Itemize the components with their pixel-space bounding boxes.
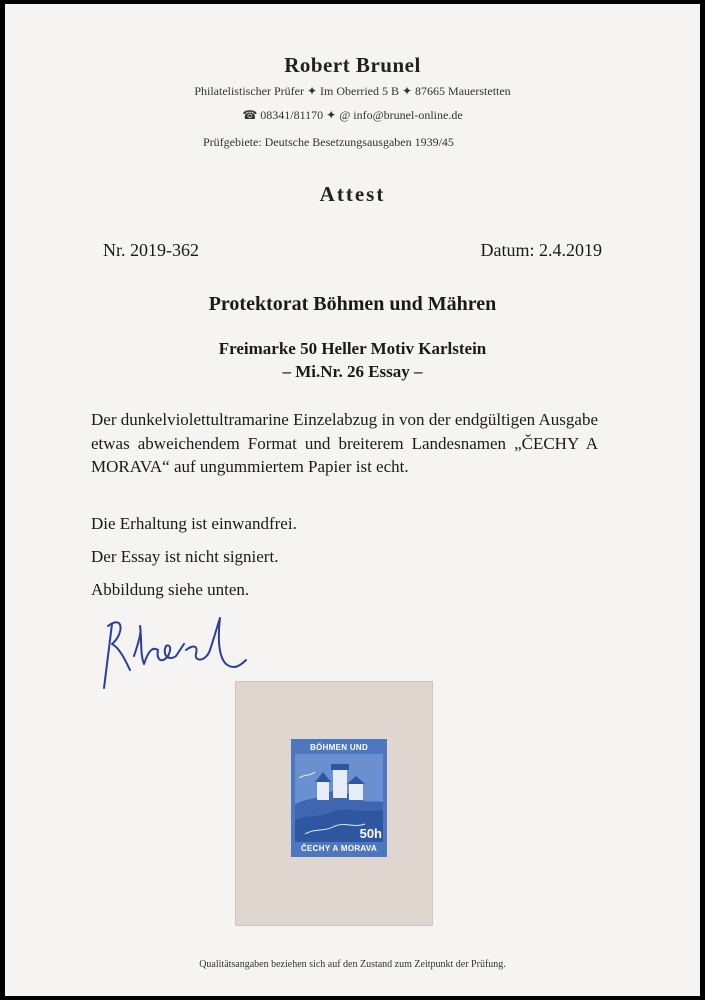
document-title: Attest [319, 182, 386, 206]
handwritten-signature [90, 604, 250, 694]
stamp-bottom-inscription: ČECHY A MORAVA [300, 844, 378, 853]
examination-areas: Prüfgebiete: Deutsche Besetzungsausgaben 1939/45 [203, 135, 454, 149]
certificate-page [5, 4, 700, 996]
catalogue-number: – Mi.Nr. 26 Essay – [282, 362, 423, 381]
examiner-contact: ☎ 08341/81170 ✦ @ info@brunel-online.de [242, 108, 463, 122]
certificate-date: Datum: 2.4.2019 [480, 240, 602, 260]
subject-heading: Protektorat Böhmen und Mähren [208, 293, 497, 315]
certificate-number: Nr. 2019-362 [103, 240, 199, 260]
condition-text: Die Erhaltung ist einwandfrei. [91, 514, 297, 533]
signed-note: Der Essay ist nicht signiert. [91, 547, 279, 566]
stamp-essay-card [236, 682, 432, 925]
stamp-denomination: 50h [359, 826, 382, 841]
examiner-name: Robert Brunel [284, 53, 421, 77]
stamp-top-inscription: BÖHMEN UND [309, 743, 369, 752]
footer-note: Qualitätsangaben beziehen sich auf den Zustand zum Zeitpunkt der Prüfung. [199, 959, 506, 970]
certificate-body-text: Der dunkelviolettultramarine Einzelabzug in von der endgültigen Ausgabe etwas abweichendem Format und breiterem Landesnamen „ČECHY A MORAVA“ auf ungummiertem Papier ist echt. [91, 410, 598, 476]
stamp-image [291, 739, 387, 857]
illustration-note: Abbildung siehe unten. [91, 580, 250, 599]
examiner-address: Philatelistischer Prüfer ✦ Im Oberried 5 B ✦ 87665 Mauerstetten [194, 84, 511, 98]
stamp-title: Freimarke 50 Heller Motiv Karlstein [218, 339, 487, 358]
